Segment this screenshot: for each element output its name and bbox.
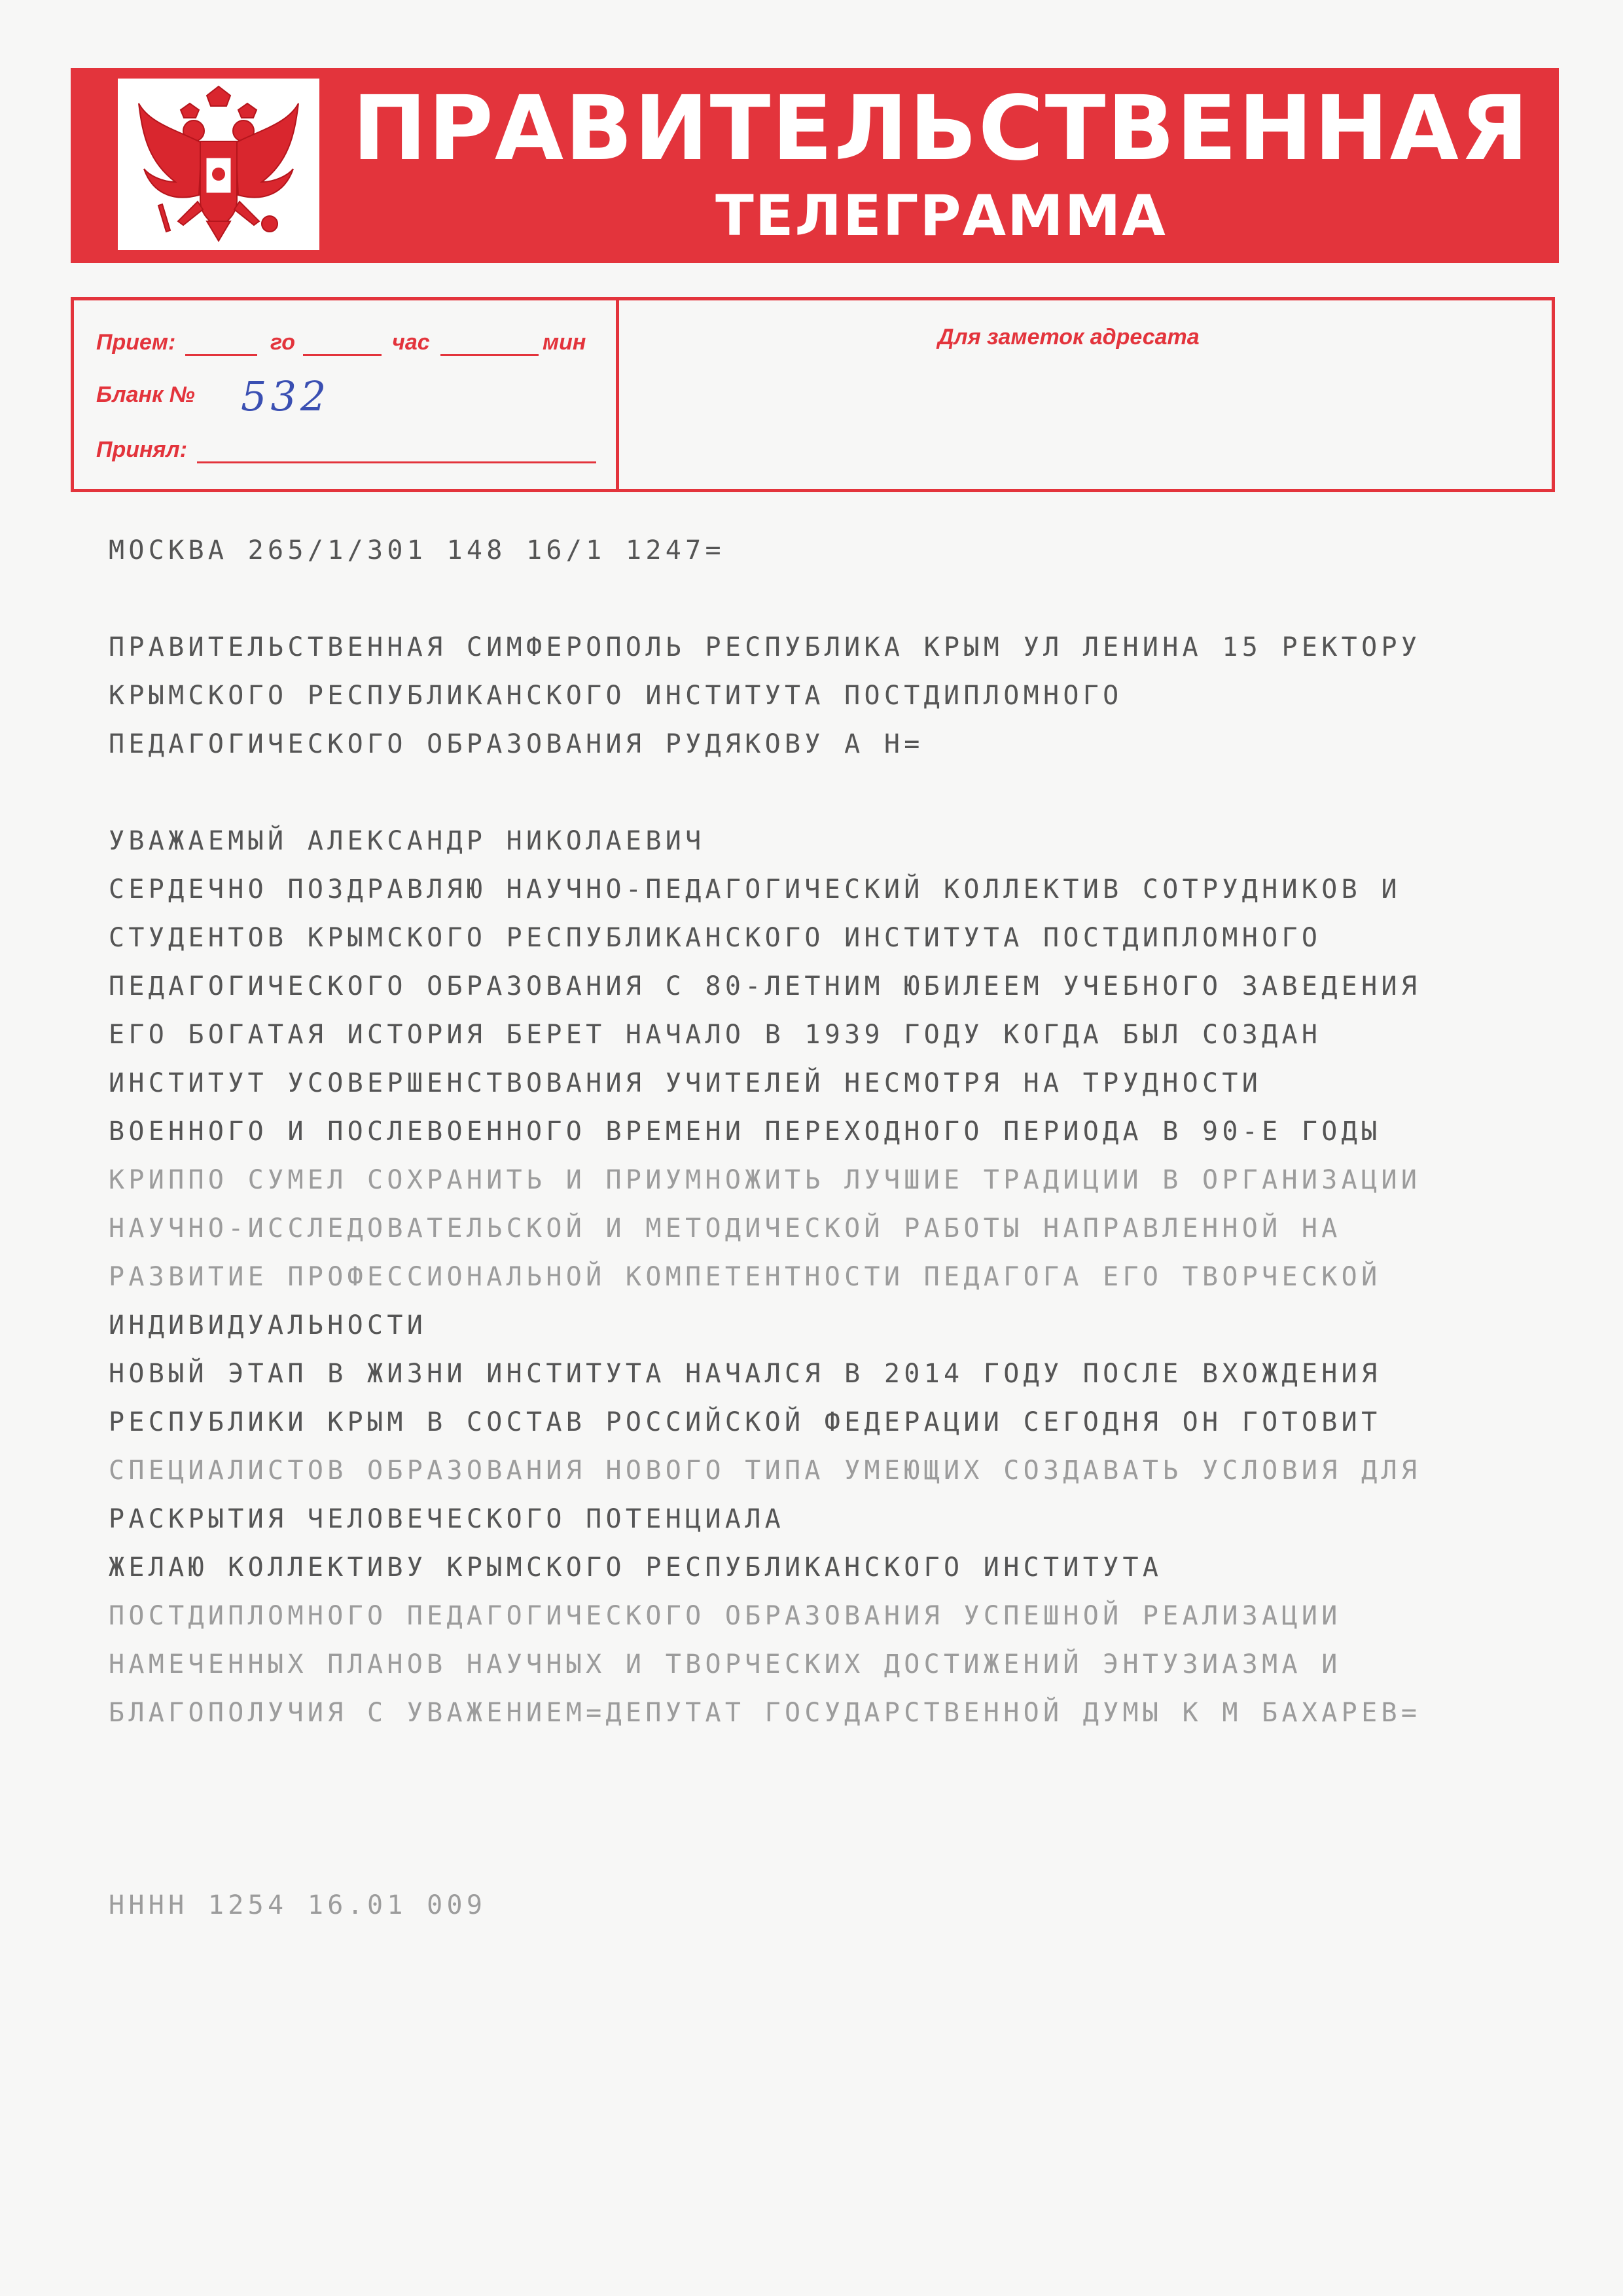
- telegram-line: НАМЕЧЕННЫХ ПЛАНОВ НАУЧНЫХ И ТВОРЧЕСКИХ ДОСТИЖЕНИЙ ЭНТУЗИАЗМА И: [109, 1649, 1342, 1679]
- telegram-line: НАУЧНО-ИССЛЕДОВАТЕЛЬСКОЙ И МЕТОДИЧЕСКОЙ РАБОТЫ НАПРАВЛЕННОЙ НА: [109, 1213, 1342, 1244]
- min-label: мин: [543, 330, 586, 355]
- telegram-line: СТУДЕНТОВ КРЫМСКОГО РЕСПУБЛИКАНСКОГО ИНСТИТУТА ПОСТДИПЛОМНОГО: [109, 923, 1322, 953]
- telegram-line: СПЕЦИАЛИСТОВ ОБРАЗОВАНИЯ НОВОГО ТИПА УМЕЮЩИХ СОЗДАВАТЬ УСЛОВИЯ ДЛЯ: [109, 1456, 1421, 1486]
- chas-line[interactable]: [440, 354, 539, 356]
- blank-label: Бланк №: [96, 382, 195, 407]
- prinyal-line[interactable]: [197, 461, 596, 463]
- telegram-line: КРИППО СУМЕЛ СОХРАНИТЬ И ПРИУМНОЖИТЬ ЛУЧШИЕ ТРАДИЦИИ В ОРГАНИЗАЦИИ: [109, 1165, 1421, 1195]
- go-label: го: [270, 330, 296, 355]
- notes-label: Для заметок адресата: [938, 325, 1200, 350]
- telegram-line: СЕРДЕЧНО ПОЗДРАВЛЯЮ НАУЧНО-ПЕДАГОГИЧЕСКИЙ КОЛЛЕКТИВ СОТРУДНИКОВ И: [109, 874, 1401, 905]
- telegram-line: РАСКРЫТИЯ ЧЕЛОВЕЧЕСКОГО ПОТЕНЦИАЛА: [109, 1504, 785, 1534]
- telegram-line: ПЕДАГОГИЧЕСКОГО ОБРАЗОВАНИЯ С 80-ЛЕТНИМ ЮБИЛЕЕМ УЧЕБНОГО ЗАВЕДЕНИЯ: [109, 971, 1421, 1001]
- telegram-line: УВАЖАЕМЫЙ АЛЕКСАНДР НИКОЛАЕВИЧ: [109, 826, 705, 856]
- go-line[interactable]: [303, 354, 382, 356]
- telegram-line: ПОСТДИПЛОМНОГО ПЕДАГОГИЧЕСКОГО ОБРАЗОВАНИЯ УСПЕШНОЙ РЕАЛИЗАЦИИ: [109, 1601, 1342, 1631]
- telegram-line: МОСКВА 265/1/301 148 16/1 1247=: [109, 535, 725, 565]
- priem-label: Прием:: [96, 330, 176, 355]
- telegram-line: НОВЫЙ ЭТАП В ЖИЗНИ ИНСТИТУТА НАЧАЛСЯ В 2014 ГОДУ ПОСЛЕ ВХОЖДЕНИЯ: [109, 1359, 1382, 1389]
- telegram-line: БЛАГОПОЛУЧИЯ С УВАЖЕНИЕМ=ДЕПУТАТ ГОСУДАРСТВЕННОЙ ДУМЫ К М БАХАРЕВ=: [109, 1698, 1421, 1728]
- header-subtitle: ТЕЛЕГРАММА: [715, 183, 1167, 249]
- telegram-line: ВОЕННОГО И ПОСЛЕВОЕННОГО ВРЕМЕНИ ПЕРЕХОДНОГО ПЕРИОДА В 90-Е ГОДЫ: [109, 1117, 1382, 1147]
- telegram-line: ИНСТИТУТ УСОВЕРШЕНСТВОВАНИЯ УЧИТЕЛЕЙ НЕСМОТРЯ НА ТРУДНОСТИ: [109, 1068, 1262, 1098]
- blank-number: 532: [241, 372, 330, 420]
- header-band: [71, 68, 1559, 263]
- telegram-line: ИНДИВИДУАЛЬНОСТИ: [109, 1310, 427, 1340]
- telegram-footer: НННН 1254 16.01 009: [109, 1890, 487, 1920]
- telegram-line: ПРАВИТЕЛЬСТВЕННАЯ СИМФЕРОПОЛЬ РЕСПУБЛИКА КРЫМ УЛ ЛЕНИНА 15 РЕКТОРУ: [109, 632, 1421, 662]
- telegram-line: КРЫМСКОГО РЕСПУБЛИКАНСКОГО ИНСТИТУТА ПОСТДИПЛОМНОГО: [109, 681, 1123, 711]
- form-divider: [616, 300, 619, 489]
- telegram-line: РЕСПУБЛИКИ КРЫМ В СОСТАВ РОССИЙСКОЙ ФЕДЕРАЦИИ СЕГОДНЯ ОН ГОТОВИТ: [109, 1407, 1382, 1437]
- reception-form: [71, 297, 1555, 492]
- telegram-line: ЖЕЛАЮ КОЛЛЕКТИВУ КРЫМСКОГО РЕСПУБЛИКАНСКОГО ИНСТИТУТА: [109, 1552, 1163, 1583]
- emblem-box: [118, 79, 319, 250]
- chas-label: час: [392, 330, 430, 355]
- telegram-line: ПЕДАГОГИЧЕСКОГО ОБРАЗОВАНИЯ РУДЯКОВУ А Н=: [109, 729, 924, 759]
- telegram-line: ЕГО БОГАТАЯ ИСТОРИЯ БЕРЕТ НАЧАЛО В 1939 ГОДУ КОГДА БЫЛ СОЗДАН: [109, 1020, 1322, 1050]
- header-title: ПРАВИТЕЛЬСТВЕННАЯ: [352, 77, 1530, 181]
- telegram-line: РАЗВИТИЕ ПРОФЕССИОНАЛЬНОЙ КОМПЕТЕНТНОСТИ ПЕДАГОГА ЕГО ТВОРЧЕСКОЙ: [109, 1262, 1382, 1292]
- russian-coat-of-arms-icon: [130, 84, 308, 245]
- prinyal-label: Принял:: [96, 437, 188, 462]
- priem-line[interactable]: [185, 354, 257, 356]
